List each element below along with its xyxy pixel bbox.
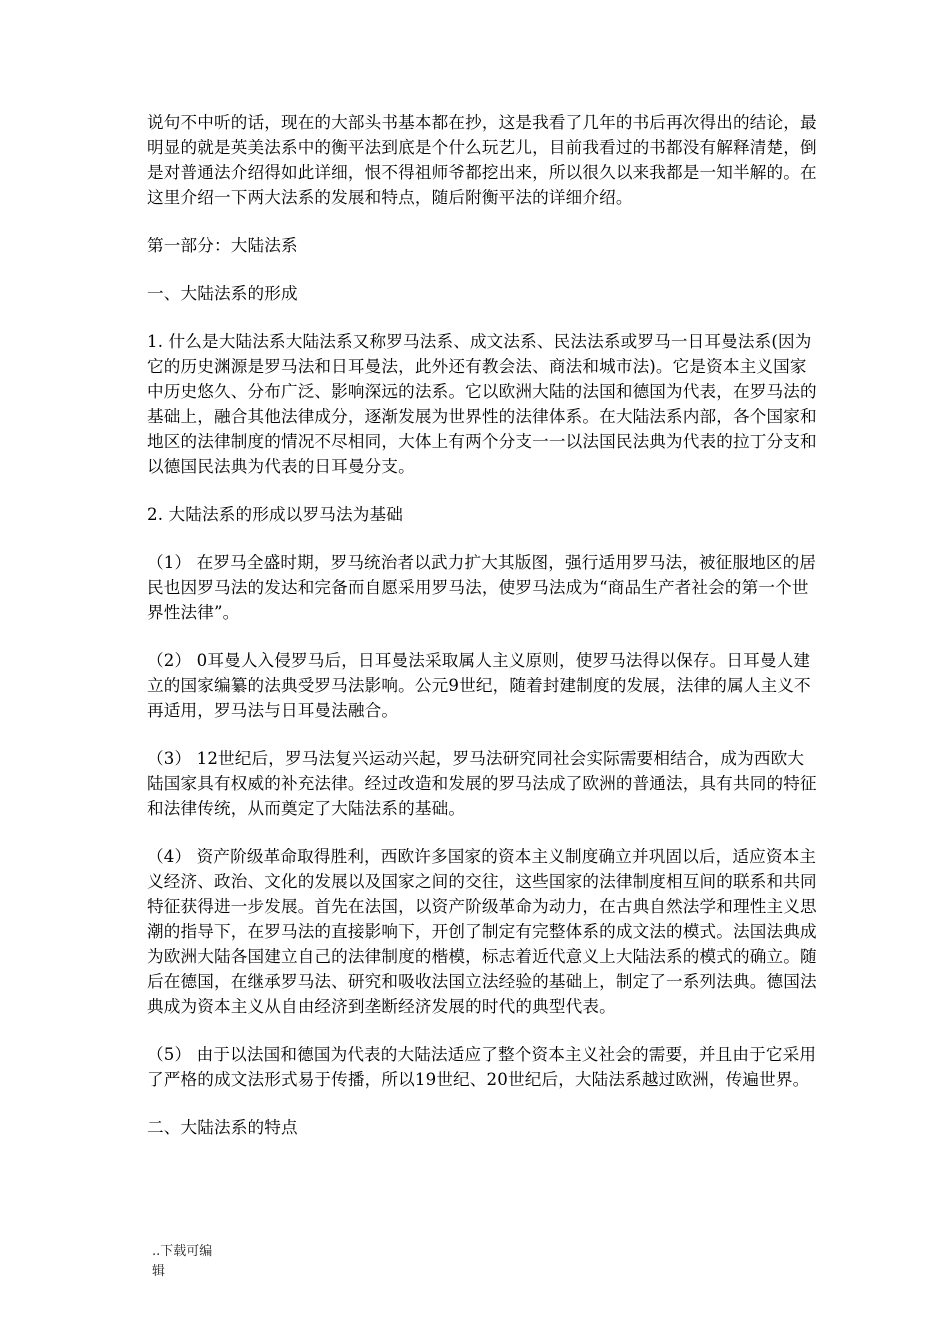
footer-line-2: 辑 [152, 1264, 166, 1279]
section-features-heading: 二、大陆法系的特点 [147, 1118, 298, 1137]
point-4-paragraph: （4） 资产阶级革命取得胜利，西欧许多国家的资本主义制度确立并巩固以后，适应资本主义经济、政治、文化的发展以及国家之间的交往，这些国家的法律制度相互间的联系和共同特征获得进一步发展。首先在法国，以资产阶级革命为动力，在古典自然法学和理性主义思潮的指导下，在罗马法的直接影响下，开创了制定有完整体系的成文法的模式。法国法典成为欧洲大陆各国建立自己的法律制度的楷模，标志着近代意义上大陆法系的模式的确立。随后在德国，在继承罗马法、研究和吸收法国立法经验的基础上，制定了一系列法典。德国法典成为资本主义从自由经济到垄断经济发展的时代的典型代表。 [147, 847, 817, 1016]
definition-paragraph: 1. 什么是大陆法系大陆法系又称罗马法系、成文法系、民法法系或罗马一日耳曼法系(因为它的历史渊源是罗马法和日耳曼法，此外还有教会法、商法和城市法)。它是资本主义国家中历史悠久、分布广泛、影响深远的法系。它以欧洲大陆的法国和德国为代表，在罗马法的基础上，融合其他法律成分，逐渐发展为世界性的法律体系。在大陆法系内部，各个国家和地区的法律制度的情况不尽相同，大体上有两个分支一一以法国民法典为代表的拉丁分支和以德国民法典为代表的日耳曼分支。 [147, 332, 817, 476]
point-1-paragraph: （1） 在罗马全盛时期，罗马统治者以武力扩大其版图，强行适用罗马法，被征服地区的居民也因罗马法的发达和完备而自愿采用罗马法，使罗马法成为“商品生产者社会的第一个世界性法律”。 [147, 553, 817, 622]
footer-line-1: ..下载可编 [152, 1244, 213, 1259]
basis-subheading: 2. 大陆法系的形成以罗马法为基础 [147, 505, 403, 524]
intro-paragraph: 说句不中听的话，现在的大部头书基本都在抄，这是我看了几年的书后再次得出的结论，最明显的就是英美法系中的衡平法到底是个什么玩艺儿，目前我看过的书都没有解释清楚，倒是对普通法介绍得如此详细，恨不得祖师爷都挖出来，所以很久以来我都是一知半解的。在这里介绍一下两大法系的发展和特点，随后附衡平法的详细介绍。 [147, 113, 817, 207]
page-footer [152, 1242, 242, 1282]
point-5-paragraph: （5） 由于以法国和德国为代表的大陆法适应了整个资本主义社会的需要，并且由于它采用了严格的成文法形式易于传播，所以19世纪、20世纪后，大陆法系越过欧洲，传遍世界。 [147, 1045, 817, 1089]
point-3-paragraph: （3） 12世纪后，罗马法复兴运动兴起，罗马法研究同社会实际需要相结合，成为西欧大陆国家具有权威的补充法律。经过改造和发展的罗马法成了欧洲的普通法，具有共同的特征和法律传统，从而奠定了大陆法系的基础。 [147, 749, 817, 818]
point-2-paragraph: （2） 0耳曼人入侵罗马后，日耳曼法采取属人主义原则，使罗马法得以保存。日耳曼人建立的国家编纂的法典受罗马法影响。公元9世纪，随着封建制度的发展，法律的属人主义不再适用，罗马法与日耳曼法融合。 [147, 651, 811, 720]
part-one-heading: 第一部分：大陆法系 [147, 236, 298, 255]
section-formation-heading: 一、大陆法系的形成 [147, 284, 298, 303]
document-body [147, 110, 817, 1163]
